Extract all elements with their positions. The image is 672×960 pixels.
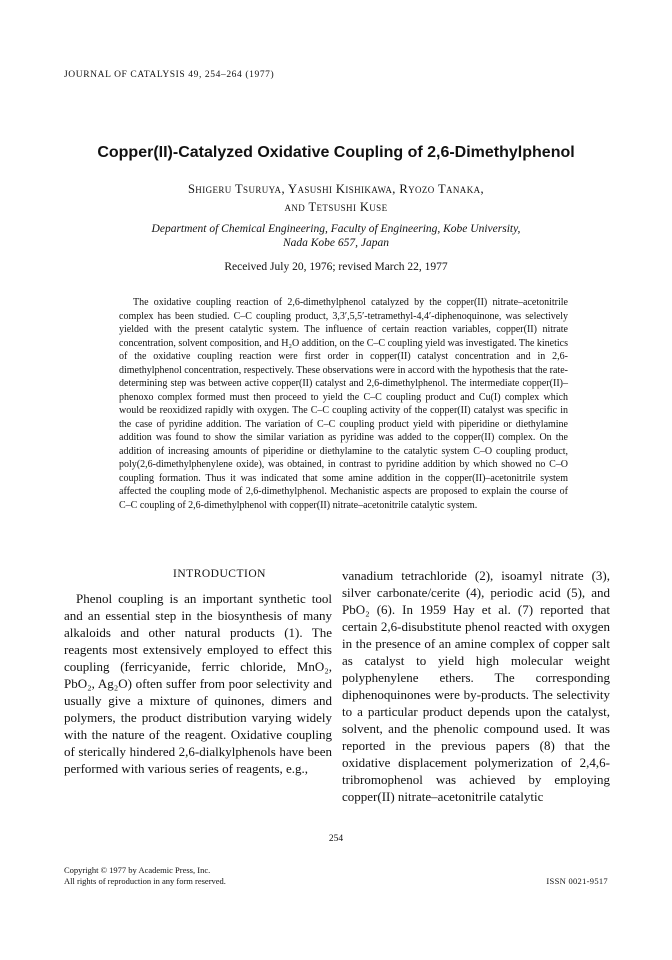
author-line-1: Shigeru Tsuruya, Yasushi Kishikawa, Ryozo Tanaka,	[187, 182, 485, 196]
author-list	[0, 180, 672, 216]
body-column-right: vanadium tetrachloride (2), isoamyl nitrate (3), silver carbonate/cerite (4), periodic acid (5), and PbO₂ (6). In 1959 Hay et al. (7) reported that certain 2,6-disubstitute phenol reacted with oxygen in the presence of an amine complex of copper salt as catalyst to yield high molecular weight polyphenylene ethers. The corresponding diphenoquinones were by-products. The selectivity to a particular product depends upon the catalyst, solvent, and the phenolic compound used. It was reported in the previous papers (8) that the oxidative displacement polymerization of 2,4,6-tribromophenol was achieved by employing copper(II) nitrate–acetonitrile catalytic	[342, 568, 610, 804]
copyright-notice	[64, 865, 226, 887]
article-title: Copper(II)-Catalyzed Oxidative Coupling of 2,6-Dimethylphenol	[97, 144, 575, 161]
copyright-line-1: Copyright © 1977 by Academic Press, Inc.	[64, 865, 211, 875]
issn-number: ISSN 0021-9517	[546, 876, 608, 886]
copyright-line-2: All rights of reproduction in any form reserved.	[64, 876, 226, 886]
abstract: The oxidative coupling reaction of 2,6-dimethylphenol catalyzed by the copper(II) nitrate–acetonitrile complex has been studied. C–C coupling product, 3,3′,5,5′-tetramethyl-4,4′-diphenoquinone, was selectively yielded with the present catalytic system. The influence of certain reaction variables, copper(II) nitrate concentration, solvent composition, and H₂O addition, on the C–C coupling yield was investigated. The kinetics of the oxidative coupling reaction were first order in copper(II) catalyst concentration and in 2,6-dimethylphenol concentration, respectively. These observations were in accord with the hypothesis that the rate-determining step was between active copper(II) catalyst and 2,6-dimethylphenol. The intermediate copper(II)–phenoxo complex formed must then proceed to yield the C–C coupling product and Cu(I) complex which would be reoxidized rapidly with oxygen. The C–C coupling activity of the copper(II) catalyst was specific in the case of pyridine addition. The variation of C–C coupling product yield with piperidine or diethylamine addition was found to show the similar variation as pyridine was added to the copper(II) complex. On the addition of increasing amounts of piperidine or diethylamine to the catalytic system C–O coupling product, poly(2,6-dimethylphenylene oxide), was obtained, in contrast to pyridine addition by which showed no C–O coupling formation. Thus it was indicated that some amine addition in the copper(II)–acetonitrile system affected the coupling mode of 2,6-dimethylphenol. Mechanistic aspects are proposed to explain the course of C–C coupling of 2,6-dimethylphenol with copper(II) nitrate–acetonitrile catalytic system.	[119, 297, 568, 511]
affiliation-line-1: Department of Chemical Engineering, Faculty of Engineering, Kobe University,	[151, 223, 521, 235]
journal-running-head: JOURNAL OF CATALYSIS 49, 254–264 (1977)	[64, 70, 275, 80]
affiliation	[0, 222, 672, 250]
section-heading-introduction: INTRODUCTION	[173, 568, 266, 580]
received-date: Received July 20, 1976; revised March 22, 1977	[224, 261, 448, 273]
page-number: 254	[328, 834, 344, 844]
body-column-left: Phenol coupling is an important synthetic tool and an essential step in the biosynthesis of many alkaloids and other natural products (1). The reagents most extensively employed to effect this coupling (ferricyanide, ferric chloride, MnO₂, PbO₂, Ag₂O) often suffer from poor selectivity and usually give a mixture of quinones, dimers and polymers, the product distribution varying widely with the nature of the reagent. Oxidative coupling of sterically hindered 2,6-dialkylphenols have been performed with various series of reagents, e.g.,	[64, 591, 332, 776]
author-line-2: and Tetsushi Kuse	[284, 200, 388, 214]
affiliation-line-2: Nada Kobe 657, Japan	[282, 237, 390, 249]
